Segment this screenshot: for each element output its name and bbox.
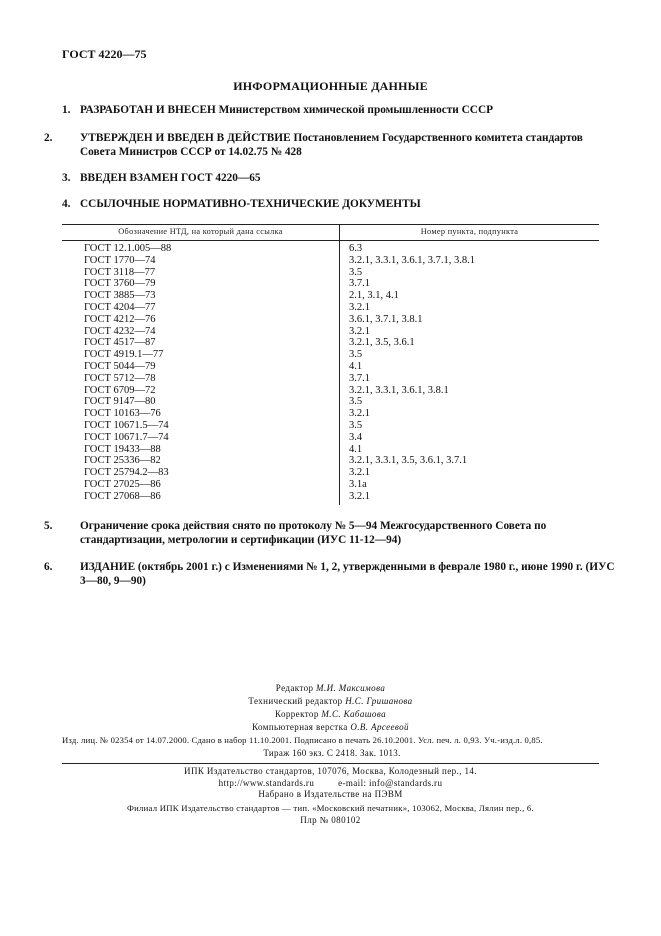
footer-rule (62, 763, 599, 764)
table-row (62, 420, 599, 432)
credit-editor (0, 682, 661, 695)
table-cell-document: ГОСТ 25794.2—83 (84, 467, 169, 479)
table-row (62, 479, 599, 491)
table-cell-clause: 3.2.1 (349, 325, 370, 337)
table-cell-clause: 3.2.1, 3.3.1, 3.5, 3.6.1, 3.7.1 (349, 455, 468, 467)
section-title: ИНФОРМАЦИОННЫЕ ДАННЫЕ (233, 79, 428, 93)
credit-role: Корректор (275, 709, 319, 719)
table-row (62, 432, 599, 444)
item-3 (62, 171, 602, 185)
table-row (62, 267, 599, 279)
table-cell-document: ГОСТ 4204—77 (84, 301, 156, 313)
table-cell-document: ГОСТ 1770—74 (84, 254, 156, 266)
document-header: ГОСТ 4220—75 (62, 47, 147, 61)
table-row (62, 408, 599, 420)
table-cell-document: ГОСТ 3118—77 (84, 266, 156, 278)
credit-role: Компьютерная верстка (252, 722, 348, 732)
table-header-document: Обозначение НТД, на который дана ссылка (118, 227, 283, 236)
item-text: УТВЕРЖДЕН И ВВЕДЕН В ДЕЙСТВИЕ Постановлением Государственного комитета стандартов Совета Министров СССР от 14.02.75 № 428 (80, 132, 583, 158)
item-text: Ограничение срока действия снято по протоколу № 5—94 Межгосударственного Совета по стандартизации, метрологии и сертификации (ИУС 11-12—94) (80, 520, 547, 546)
table-cell-clause: 3.2.1 (349, 467, 370, 479)
table-cell-document: ГОСТ 4232—74 (84, 325, 156, 337)
table-row (62, 349, 599, 361)
item-number: 4. (62, 198, 71, 210)
table-cell-document: ГОСТ 27068—86 (84, 490, 161, 502)
table-cell-clause: 4.1 (349, 360, 363, 372)
table-cell-document: ГОСТ 5044—79 (84, 360, 156, 372)
footer-email: e-mail: info@standards.ru (338, 777, 443, 788)
table-row (62, 455, 599, 467)
table-row (62, 255, 599, 267)
item-number: 6. (44, 561, 53, 573)
table-row (62, 243, 599, 255)
table-cell-clause: 3.7.1 (349, 372, 370, 384)
table-row (62, 314, 599, 326)
table-cell-document: ГОСТ 19433—88 (84, 443, 161, 455)
table-cell-clause: 3.1а (349, 478, 367, 490)
table-cell-document: ГОСТ 25336—82 (84, 455, 161, 467)
table-top-rule (62, 224, 599, 225)
table-row (62, 373, 599, 385)
table-cell-document: ГОСТ 4919.1—77 (84, 349, 164, 361)
item-4 (62, 197, 602, 211)
table-cell-clause: 4.1 (349, 443, 363, 455)
credits-block (0, 682, 661, 734)
item-text: ССЫЛОЧНЫЕ НОРМАТИВНО-ТЕХНИЧЕСКИЕ ДОКУМЕНТЫ (80, 198, 421, 210)
footer-line: ИПК Издательство стандартов, 107076, Москва, Колодезный пер., 14. (184, 766, 477, 776)
table-cell-clause: 3.7.1 (349, 278, 370, 290)
item-1 (62, 103, 602, 117)
table-cell-clause: 3.5 (349, 349, 363, 361)
table-cell-clause: 3.5 (349, 419, 363, 431)
table-cell-document: ГОСТ 5712—78 (84, 372, 156, 384)
credit-name: О.В. Арсеевой (350, 722, 409, 732)
credit-name: Н.С. Гришанова (345, 696, 413, 706)
credit-layout (0, 721, 661, 734)
table-cell-clause: 3.2.1, 3.3.1, 3.6.1, 3.8.1 (349, 384, 449, 396)
table-row (62, 385, 599, 397)
table-cell-document: ГОСТ 4517—87 (84, 337, 156, 349)
table-cell-clause: 3.5 (349, 396, 363, 408)
table-cell-document: ГОСТ 10163—76 (84, 408, 161, 420)
item-text: ВВЕДЕН ВЗАМЕН ГОСТ 4220—65 (80, 172, 261, 184)
credit-name: М.С. Кабашова (321, 709, 386, 719)
table-cell-document: ГОСТ 6709—72 (84, 384, 156, 396)
table-cell-clause: 3.2.1 (349, 301, 370, 313)
credit-tech-editor (0, 695, 661, 708)
table-row (62, 290, 599, 302)
table-cell-clause: 2.1, 3.1, 4.1 (349, 290, 399, 302)
table-row (62, 396, 599, 408)
footer-url: http://www.standards.ru (218, 777, 315, 788)
table-header-rule (62, 240, 599, 241)
credit-role: Технический редактор (248, 696, 343, 706)
table-cell-document: ГОСТ 3885—73 (84, 290, 156, 302)
table-cell-clause: 3.6.1, 3.7.1, 3.8.1 (349, 313, 423, 325)
item-2 (44, 131, 620, 159)
table-cell-clause: 3.2.1 (349, 490, 370, 502)
table-cell-clause: 3.2.1 (349, 408, 370, 420)
footer-line: Набрано в Издательстве на ПЭВМ (258, 789, 403, 799)
table-cell-document: ГОСТ 12.1.005—88 (84, 243, 172, 254)
footer-block (0, 766, 661, 827)
item-number: 2. (44, 132, 53, 144)
table-row (62, 302, 599, 314)
footer-line: Плр № 080102 (300, 815, 361, 825)
table-cell-clause: 6.3 (349, 243, 363, 254)
item-6 (44, 560, 620, 588)
table-cell-document: ГОСТ 10671.7—74 (84, 431, 169, 443)
imprint-block (62, 734, 602, 759)
imprint-line: Изд. лиц. № 02354 от 14.07.2000. Сдано в набор 11.10.2001. Подписано в печать 26.10.2001. Усл. печ. л. 0,93. Уч.-изд.л. 0,85. (62, 735, 543, 745)
table-row (62, 467, 599, 479)
table-row (62, 491, 599, 503)
table-cell-clause: 3.2.1, 3.3.1, 3.6.1, 3.7.1, 3.8.1 (349, 254, 475, 266)
table-header-clause: Номер пункта, подпункта (420, 227, 519, 236)
table-cell-document: ГОСТ 4212—76 (84, 313, 156, 325)
item-text: РАЗРАБОТАН И ВНЕСЕН Министерством химической промышленности СССР (80, 104, 493, 116)
table-row (62, 444, 599, 456)
table-cell-clause: 3.4 (349, 431, 363, 443)
table-cell-document: ГОСТ 9147—80 (84, 396, 156, 408)
table-cell-document: ГОСТ 3760—79 (84, 278, 156, 290)
table-cell-clause: 3.5 (349, 266, 363, 278)
table-row (62, 337, 599, 349)
table-row (62, 326, 599, 338)
item-5 (44, 519, 620, 547)
table-row (62, 278, 599, 290)
item-text: ИЗДАНИЕ (октябрь 2001 г.) с Изменениями № 1, 2, утвержденными в феврале 1980 г., июне 1990 г. (ИУС 3—80, 9—90) (80, 561, 615, 587)
table-body (62, 243, 599, 503)
table-cell-document: ГОСТ 10671.5—74 (84, 419, 169, 431)
footer-line: Филиал ИПК Издательство стандартов — тип. «Московский печатник», 103062, Москва, Лялин пер., 6. (127, 802, 534, 813)
credit-name: М.И. Максимова (316, 683, 386, 693)
footer-line (0, 778, 661, 790)
imprint-line: Тираж 160 экз. С 2418. Зак. 1013. (263, 747, 401, 758)
table-row (62, 361, 599, 373)
credit-role: Редактор (275, 683, 314, 693)
credit-corrector (0, 708, 661, 721)
item-number: 1. (62, 104, 71, 116)
item-number: 3. (62, 172, 71, 184)
table-cell-clause: 3.2.1, 3.5, 3.6.1 (349, 337, 415, 349)
item-number: 5. (44, 520, 53, 532)
table-cell-document: ГОСТ 27025—86 (84, 478, 161, 490)
